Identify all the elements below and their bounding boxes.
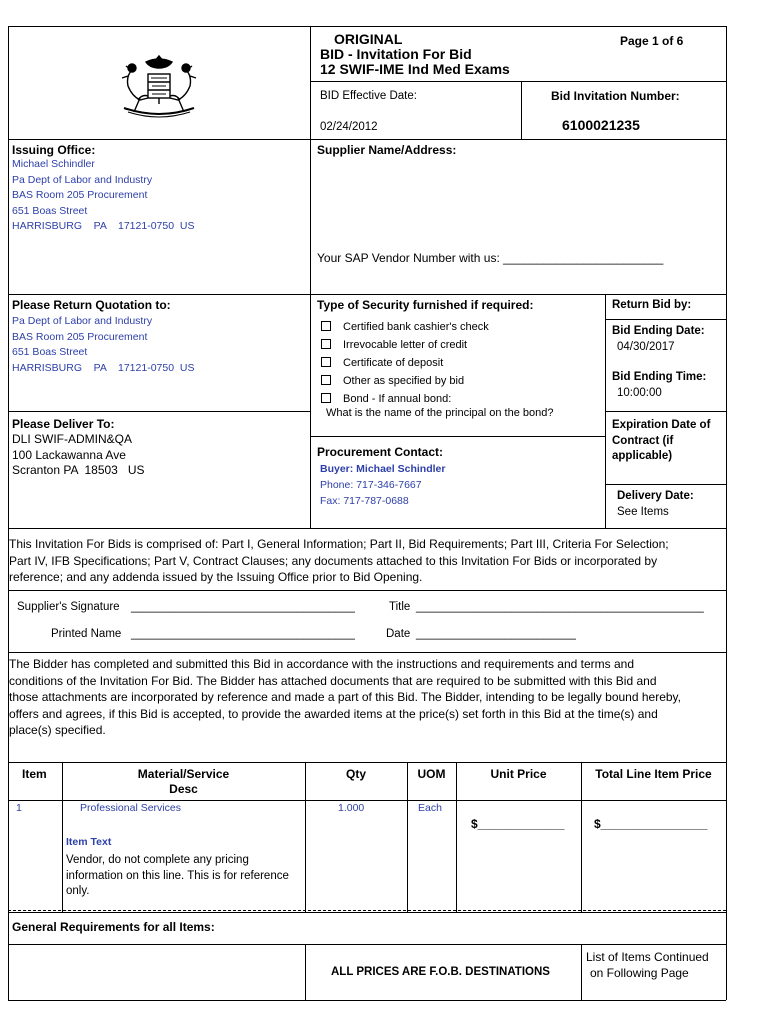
deliver-to-label: Please Deliver To: <box>12 417 115 431</box>
issuing-office-address <box>12 157 194 235</box>
border-bottom <box>8 1000 726 1001</box>
sap-vendor-number[interactable]: Your SAP Vendor Number with us: ________________________ <box>317 251 664 265</box>
return-quotation-address <box>12 314 194 376</box>
intro-paragraph <box>9 536 669 586</box>
title-label: Title <box>389 601 411 613</box>
divider-security-left <box>310 294 311 528</box>
bid-ending-date-label: Bid Ending Date: <box>612 325 705 337</box>
return-quotation-line: 651 Boas Street <box>12 346 88 358</box>
issuing-office-line: HARRISBURG PA 17121-0750 US <box>12 220 195 232</box>
col-divider-material <box>305 762 306 912</box>
row-uom: Each <box>418 802 442 814</box>
intro-paragraph-line: Part IV, IFB Specifications; Part V, Contract Clauses; any documents attached to this Invitation For Bids or incorporated by <box>9 553 658 568</box>
intro-paragraph-line: reference; and any addenda issued by the Issuing Office prior to Bid Opening. <box>9 570 423 584</box>
col-header-material-line: Desc <box>169 782 198 796</box>
bid-ending-date: 04/30/2017 <box>617 341 675 353</box>
delivery-date-value: See Items <box>617 506 669 518</box>
divider-table-top <box>8 762 726 763</box>
issuing-office-line: 651 Boas Street <box>12 204 88 217</box>
expiration-label-line: applicable) <box>612 450 673 462</box>
col-header-unit-price: Unit Price <box>490 767 547 781</box>
divider-issuing <box>8 139 726 140</box>
checkbox-icon[interactable] <box>321 357 331 367</box>
divider-procurement <box>310 436 605 437</box>
security-option-bond[interactable]: Bond - If annual bond: <box>321 390 489 408</box>
divider-effective-invitation <box>521 81 522 139</box>
bid-effective-date: 02/24/2012 <box>320 121 378 133</box>
item-text-line: information on this line. This is for reference <box>66 869 289 882</box>
table-row-end-dashes <box>8 910 726 911</box>
buyer-fax: Fax: 717-787-0688 <box>320 495 409 507</box>
divider-table-header <box>8 800 726 801</box>
expiration-date-label <box>612 418 710 465</box>
col-divider-qty <box>407 762 408 912</box>
header-title-project: 12 SWIF-IME Ind Med Exams <box>320 61 510 77</box>
header-title-bid: BID - Invitation For Bid <box>320 46 472 62</box>
date-label: Date <box>386 628 411 640</box>
bid-invitation-number: 6100021235 <box>562 117 640 133</box>
col-header-uom: UOM <box>417 767 446 781</box>
fob-destinations-notice: ALL PRICES ARE F.O.B. DESTINATIONS <box>331 966 550 978</box>
item-text-body <box>66 853 289 900</box>
checkbox-icon[interactable] <box>321 339 331 349</box>
issuing-office-line: Pa Dept of Labor and Industry <box>12 173 153 186</box>
divider-general <box>8 912 726 913</box>
return-quotation-label: Please Return Quotation to: <box>12 298 171 312</box>
security-type-label: Type of Security furnished if required: <box>317 298 534 312</box>
supplier-signature-field[interactable]: ___________________________________ <box>131 601 355 613</box>
bidder-paragraph-line: place(s) specified. <box>9 723 106 737</box>
date-field[interactable]: _________________________ <box>416 628 576 640</box>
return-quotation-line: Pa Dept of Labor and Industry <box>12 315 153 327</box>
checkbox-icon[interactable] <box>321 393 331 403</box>
items-continued-notice <box>586 949 709 981</box>
issuing-office-label: Issuing Office: <box>12 143 96 157</box>
procurement-contact-details <box>320 461 445 509</box>
procurement-contact-label: Procurement Contact: <box>317 445 444 459</box>
deliver-to-line: Scranton PA 18503 US <box>12 463 145 477</box>
bidder-paragraph-line: those attachments are incorporated by reference and made a part of this Bid. The Bidder, intending to be legally bound hereby, <box>9 690 681 704</box>
border-top <box>8 26 726 27</box>
row-material: Professional Services <box>80 802 181 814</box>
issuing-office-line: BAS Room 205 Procurement <box>12 189 148 201</box>
col-divider-continued <box>581 944 582 1000</box>
return-bid-label: Return Bid by: <box>612 299 692 311</box>
deliver-to-address <box>12 432 145 479</box>
divider-return <box>8 294 726 295</box>
row-unit-price-field[interactable]: $_____________ <box>471 817 565 831</box>
expiration-label-line: Contract (if <box>612 434 674 447</box>
security-option-cashiers-check[interactable]: Certified bank cashier's check <box>321 318 489 336</box>
border-right <box>726 26 727 1000</box>
security-options <box>321 318 489 408</box>
principal-bond-question: What is the name of the principal on the bond? <box>326 407 554 419</box>
border-left <box>8 26 9 1000</box>
title-field[interactable]: _____________________________________________ <box>416 601 704 613</box>
divider-footer <box>8 944 726 945</box>
divider-header-sub <box>310 81 726 82</box>
buyer-phone: Phone: 717-346-7667 <box>320 479 422 491</box>
printed-name-field[interactable]: ___________________________________ <box>131 628 355 640</box>
bid-ending-time: 10:00:00 <box>617 387 662 399</box>
bid-ending-time-label: Bid Ending Time: <box>612 371 707 383</box>
issuing-office-line: Michael Schindler <box>12 158 95 170</box>
checkbox-icon[interactable] <box>321 321 331 331</box>
divider-deliver <box>8 411 310 412</box>
divider-intro <box>8 528 726 529</box>
security-option-other[interactable]: Other as specified by bid <box>321 372 489 390</box>
col-divider-uom <box>456 762 457 912</box>
row-total-price-field[interactable]: $________________ <box>594 817 708 831</box>
col-header-item: Item <box>22 767 47 781</box>
bidder-paragraph-line: offers and agrees, if this Bid is accepted, to provide the awarded items at the price(s) set forth in this Bid at the time(s) and <box>9 706 658 721</box>
items-continued-line: on Following Page <box>590 966 689 980</box>
divider-expiration <box>605 411 726 412</box>
item-text-label: Item Text <box>66 836 112 848</box>
col-divider-unit <box>581 762 582 912</box>
return-quotation-line: BAS Room 205 Procurement <box>12 330 148 343</box>
general-requirements-label: General Requirements for all Items: <box>12 920 215 934</box>
col-header-total: Total Line Item Price <box>595 767 712 781</box>
item-text-line: only. <box>66 885 90 897</box>
header-title-original: ORIGINAL <box>334 31 403 47</box>
col-header-qty: Qty <box>345 767 366 781</box>
item-text-line: Vendor, do not complete any pricing <box>66 854 249 866</box>
delivery-date-label: Delivery Date: <box>617 490 694 502</box>
supplier-signature-label: Supplier's Signature <box>17 601 120 613</box>
security-option-letter-of-credit[interactable]: Irrevocable letter of credit <box>321 336 489 354</box>
items-continued-line: List of Items Continued <box>586 950 709 964</box>
checkbox-icon[interactable] <box>321 375 331 385</box>
intro-paragraph-line: This Invitation For Bids is comprised of: Part I, General Information; Part II, Bid Requirements; Part III, Criteria For Selection; <box>9 537 669 551</box>
bidder-paragraph-line: The Bidder has completed and submitted this Bid in accordance with the instructions and requirements and terms and <box>9 657 635 671</box>
deliver-to-line: DLI SWIF-ADMIN&QA <box>12 432 133 446</box>
return-quotation-line: HARRISBURG PA 17121-0750 US <box>12 361 195 374</box>
divider-return-bid <box>605 319 726 320</box>
security-option-certificate-of-deposit[interactable]: Certificate of deposit <box>321 354 489 372</box>
row-item-number: 1 <box>16 802 22 814</box>
bidder-paragraph <box>9 656 681 739</box>
bid-effective-date-label: BID Effective Date: <box>320 90 417 102</box>
bidder-paragraph-line: conditions of the Invitation For Bid. The Bidder has attached documents that are required to be submitted with this Bid and <box>9 673 657 688</box>
pennsylvania-seal-icon <box>118 52 200 122</box>
divider-bidder <box>8 652 726 653</box>
deliver-to-line: 100 Lackawanna Ave <box>12 447 126 462</box>
printed-name-label: Printed Name <box>51 628 122 640</box>
row-qty: 1.000 <box>338 802 365 814</box>
supplier-name-address-label: Supplier Name/Address: <box>317 143 457 157</box>
page-indicator: Page 1 of 6 <box>620 34 684 48</box>
divider-header <box>310 26 311 294</box>
buyer-name: Buyer: Michael Schindler <box>320 463 446 475</box>
divider-signature <box>8 590 726 591</box>
col-divider-fob <box>305 944 306 1000</box>
col-header-material <box>62 767 305 797</box>
expiration-label-line: Expiration Date of <box>612 419 711 431</box>
bid-invitation-number-label: Bid Invitation Number: <box>551 89 680 103</box>
divider-delivery <box>605 484 726 485</box>
col-header-material-line: Material/Service <box>137 767 230 781</box>
